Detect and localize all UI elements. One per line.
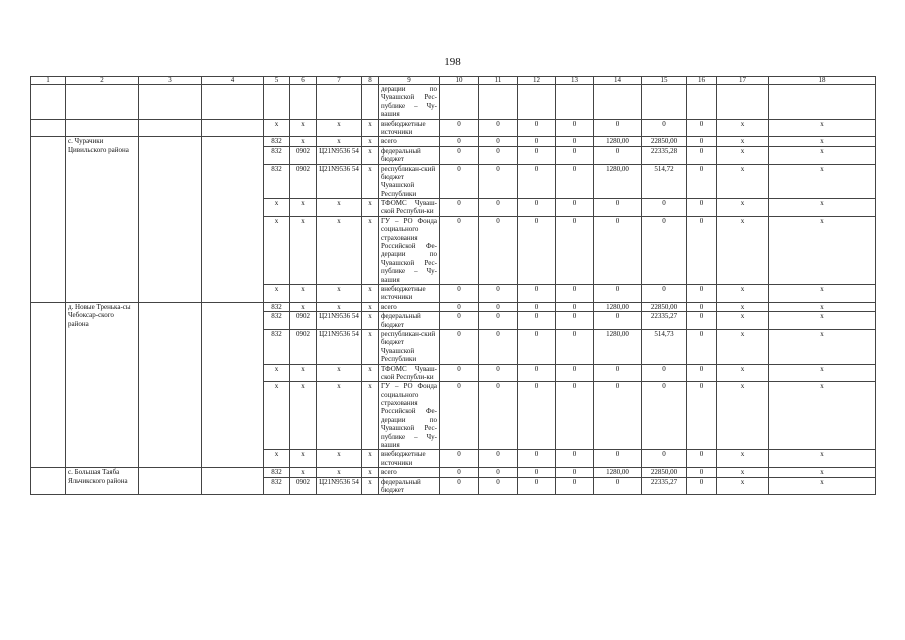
table-cell: 0 <box>687 468 717 477</box>
table-cell: x <box>264 450 290 468</box>
funding-source: всего <box>379 137 440 146</box>
table-cell: 0 <box>440 146 479 164</box>
column-number-9: 9 <box>379 77 440 85</box>
table-cell: 0 <box>687 216 717 284</box>
table-cell: x <box>717 146 769 164</box>
table-cell: Ц21N9536 54 <box>317 477 362 495</box>
table-cell: 0 <box>556 119 594 137</box>
table-cell: 22850,00 <box>642 137 687 146</box>
table-cell: x <box>717 302 769 311</box>
locality-name: с. Большая Таяба Яльчикского района <box>66 468 139 495</box>
table-cell: 0 <box>687 364 717 382</box>
table-cell <box>769 85 876 120</box>
table-cell: 0 <box>518 137 556 146</box>
table-cell: 22335,27 <box>642 312 687 330</box>
column-number-5: 5 <box>264 77 290 85</box>
table-cell: 0902 <box>290 312 317 330</box>
table-row <box>31 119 876 137</box>
column-number-8: 8 <box>362 77 379 85</box>
table-cell: x <box>717 477 769 495</box>
table-cell: 0 <box>440 284 479 302</box>
column-number-18: 18 <box>769 77 876 85</box>
table-row <box>31 468 876 477</box>
table-cell: 0 <box>556 382 594 450</box>
table-cell: x <box>362 329 379 364</box>
table-cell: 0 <box>479 382 518 450</box>
table-cell: x <box>362 137 379 146</box>
table-cell: x <box>362 468 379 477</box>
table-cell <box>202 119 264 137</box>
table-cell: 832 <box>264 146 290 164</box>
budget-table <box>30 76 876 495</box>
funding-source: федеральный бюджет <box>379 146 440 164</box>
table-cell: 514,72 <box>642 164 687 199</box>
table-row <box>31 137 876 146</box>
table-cell: 0 <box>556 329 594 364</box>
table-cell: x <box>769 477 876 495</box>
table-cell: x <box>317 382 362 450</box>
table-cell: 0 <box>642 199 687 217</box>
table-cell: 514,73 <box>642 329 687 364</box>
table-cell: x <box>769 329 876 364</box>
table-cell: x <box>264 216 290 284</box>
column-number-14: 14 <box>594 77 642 85</box>
table-cell: x <box>362 477 379 495</box>
table-cell: x <box>717 199 769 217</box>
table-cell: 0 <box>594 382 642 450</box>
table-cell: 0 <box>687 382 717 450</box>
table-cell: x <box>362 364 379 382</box>
table-cell: 0 <box>479 468 518 477</box>
table-cell: x <box>264 382 290 450</box>
table-cell: 0 <box>642 284 687 302</box>
table-cell: 0 <box>440 216 479 284</box>
table-cell: x <box>769 137 876 146</box>
table-cell: 0 <box>440 302 479 311</box>
table-cell: x <box>362 119 379 137</box>
table-cell <box>139 137 202 302</box>
table-cell: 832 <box>264 477 290 495</box>
table-cell: x <box>317 284 362 302</box>
table-cell: x <box>264 119 290 137</box>
table-cell <box>687 85 717 120</box>
funding-source: всего <box>379 468 440 477</box>
table-cell: 0 <box>594 199 642 217</box>
table-cell: 832 <box>264 164 290 199</box>
table-cell: 0 <box>479 312 518 330</box>
table-cell: x <box>362 216 379 284</box>
table-cell <box>264 85 290 120</box>
table-cell: 0 <box>556 364 594 382</box>
table-cell: 0 <box>687 137 717 146</box>
table-cell: x <box>264 284 290 302</box>
table-cell: 0 <box>556 146 594 164</box>
table-cell: x <box>317 468 362 477</box>
table-cell: 22850,00 <box>642 302 687 311</box>
table-cell: 0 <box>479 364 518 382</box>
table-cell <box>440 85 479 120</box>
table-cell: x <box>769 312 876 330</box>
funding-source: федеральный бюджет <box>379 477 440 495</box>
table-cell: 832 <box>264 302 290 311</box>
table-cell: 0 <box>594 312 642 330</box>
column-number-13: 13 <box>556 77 594 85</box>
table-cell: 0 <box>479 164 518 199</box>
table-cell: 0 <box>479 119 518 137</box>
table-cell <box>642 85 687 120</box>
table-cell <box>717 85 769 120</box>
table-cell: 1280,00 <box>594 329 642 364</box>
table-cell: 0 <box>440 450 479 468</box>
table-cell: 0 <box>518 302 556 311</box>
funding-source: ТФОМС Чуваш-ской Республи-ки <box>379 364 440 382</box>
table-cell: 0 <box>479 477 518 495</box>
table-cell: x <box>362 450 379 468</box>
table-cell: x <box>769 468 876 477</box>
table-cell: 0 <box>556 302 594 311</box>
table-cell <box>31 468 66 495</box>
table-cell: 0 <box>556 216 594 284</box>
table-cell: 0902 <box>290 329 317 364</box>
table-cell: x <box>290 284 317 302</box>
table-cell <box>139 119 202 137</box>
table-cell: 0 <box>594 477 642 495</box>
table-cell: 0 <box>556 468 594 477</box>
table-cell: 1280,00 <box>594 468 642 477</box>
table-cell: 0 <box>479 302 518 311</box>
table-cell: 0 <box>518 477 556 495</box>
table-cell: 0 <box>518 382 556 450</box>
table-cell: x <box>362 302 379 311</box>
table-cell: x <box>317 119 362 137</box>
table-cell: x <box>769 119 876 137</box>
table-cell <box>31 137 66 302</box>
table-cell: 0902 <box>290 477 317 495</box>
table-cell <box>362 85 379 120</box>
column-number-6: 6 <box>290 77 317 85</box>
table-cell: 1280,00 <box>594 137 642 146</box>
table-cell: x <box>290 199 317 217</box>
table-cell <box>317 85 362 120</box>
table-cell: 0 <box>556 137 594 146</box>
table-cell: x <box>317 216 362 284</box>
table-cell: 0 <box>687 164 717 199</box>
table-cell: 0 <box>594 450 642 468</box>
table-cell: 832 <box>264 468 290 477</box>
table-cell: 0 <box>687 450 717 468</box>
table-cell: 1280,00 <box>594 164 642 199</box>
table-cell: x <box>264 364 290 382</box>
table-cell: 0 <box>687 329 717 364</box>
column-number-11: 11 <box>479 77 518 85</box>
column-number-12: 12 <box>518 77 556 85</box>
table-cell: 0 <box>479 137 518 146</box>
table-cell: 0 <box>594 119 642 137</box>
funding-source: ГУ – РО Фонда социального страхования Российской Фе-дерации по Чувашской Рес-публике – Чу-вашия <box>379 382 440 450</box>
table-cell: x <box>317 199 362 217</box>
table-cell: 22850,00 <box>642 468 687 477</box>
table-cell: x <box>717 364 769 382</box>
funding-source: республикан-ский бюджет Чувашской Республики <box>379 164 440 199</box>
table-cell: 0 <box>518 468 556 477</box>
funding-source: ТФОМС Чуваш-ской Республи-ки <box>379 199 440 217</box>
table-cell <box>31 85 66 120</box>
table-cell: 0 <box>479 450 518 468</box>
table-cell: x <box>717 312 769 330</box>
table-cell: 0 <box>518 312 556 330</box>
table-cell: x <box>290 468 317 477</box>
table-cell: 0 <box>440 119 479 137</box>
table-cell <box>202 468 264 495</box>
table-cell: x <box>290 302 317 311</box>
funding-source: республикан-ский бюджет Чувашской Республики <box>379 329 440 364</box>
column-number-15: 15 <box>642 77 687 85</box>
table-cell <box>556 85 594 120</box>
funding-source: федеральный бюджет <box>379 312 440 330</box>
table-cell: 0 <box>479 284 518 302</box>
table-row <box>31 302 876 311</box>
funding-source: внебюджетные источники <box>379 284 440 302</box>
table-cell: 0 <box>687 302 717 311</box>
table-cell <box>518 85 556 120</box>
table-cell: Ц21N9536 54 <box>317 164 362 199</box>
column-number-17: 17 <box>717 77 769 85</box>
table-cell: 0 <box>518 199 556 217</box>
table-cell <box>139 302 202 467</box>
table-cell: Ц21N9536 54 <box>317 312 362 330</box>
table-cell: x <box>769 284 876 302</box>
table-cell: 0 <box>518 146 556 164</box>
table-cell: x <box>717 382 769 450</box>
column-number-2: 2 <box>66 77 139 85</box>
table-cell: 22335,28 <box>642 146 687 164</box>
table-cell: x <box>769 199 876 217</box>
table-cell: 832 <box>264 137 290 146</box>
table-cell: 0 <box>479 146 518 164</box>
table-cell: x <box>362 164 379 199</box>
table-cell: x <box>717 119 769 137</box>
table-cell: x <box>769 146 876 164</box>
table-cell: x <box>290 137 317 146</box>
funding-source: всего <box>379 302 440 311</box>
table-cell: дерации по Чувашской Рес-публике – Чу-вашия <box>379 85 440 120</box>
table-cell: x <box>717 137 769 146</box>
table-cell: 0 <box>556 312 594 330</box>
table-cell: x <box>317 137 362 146</box>
table-cell: 0 <box>556 284 594 302</box>
table-cell: x <box>290 119 317 137</box>
column-number-16: 16 <box>687 77 717 85</box>
table-cell: x <box>317 302 362 311</box>
table-cell: 0 <box>518 284 556 302</box>
table-cell: 0 <box>687 312 717 330</box>
table-cell: Ц21N9536 54 <box>317 146 362 164</box>
table-cell: Ц21N9536 54 <box>317 329 362 364</box>
table-cell <box>202 302 264 467</box>
table-cell: 0 <box>594 364 642 382</box>
table-cell: внебюджетные источники <box>379 119 440 137</box>
table-cell: x <box>317 364 362 382</box>
table-cell: 0 <box>556 164 594 199</box>
table-cell: x <box>717 216 769 284</box>
table-cell <box>139 468 202 495</box>
table-cell <box>202 137 264 302</box>
table-cell: 0 <box>440 164 479 199</box>
column-number-7: 7 <box>317 77 362 85</box>
table-cell: x <box>769 216 876 284</box>
table-cell: 832 <box>264 329 290 364</box>
table-cell: 0 <box>642 119 687 137</box>
table-cell <box>139 85 202 120</box>
table-cell: 0902 <box>290 164 317 199</box>
table-cell: x <box>769 302 876 311</box>
table-cell: 0 <box>518 119 556 137</box>
table-cell <box>202 85 264 120</box>
table-cell: 0 <box>440 312 479 330</box>
table-cell: x <box>290 450 317 468</box>
page-number: 198 <box>444 56 461 68</box>
table-cell: 0 <box>642 450 687 468</box>
table-cell: x <box>362 146 379 164</box>
table-cell: x <box>362 382 379 450</box>
table-cell: 0 <box>556 199 594 217</box>
funding-source: внебюджетные источники <box>379 450 440 468</box>
column-number-3: 3 <box>139 77 202 85</box>
table-cell: x <box>717 329 769 364</box>
table-cell: x <box>769 382 876 450</box>
table-cell: 0 <box>594 146 642 164</box>
column-number-10: 10 <box>440 77 479 85</box>
table-cell: x <box>290 364 317 382</box>
table-cell: x <box>264 199 290 217</box>
table-cell: x <box>362 199 379 217</box>
table-cell <box>31 119 66 137</box>
locality-name: с. Чурачики Цивильского района <box>66 137 139 302</box>
locality-name: д. Новые Тренька-сы Чебоксар-ского района <box>66 302 139 467</box>
table-cell: 0 <box>556 477 594 495</box>
table-cell: 0 <box>687 477 717 495</box>
table-cell: 0 <box>518 164 556 199</box>
table-cell: 832 <box>264 312 290 330</box>
table-cell: 0 <box>518 450 556 468</box>
funding-source: ГУ – РО Фонда социального страхования Российской Фе-дерации по Чувашской Рес-публике – Чу-вашия <box>379 216 440 284</box>
table-cell: x <box>717 450 769 468</box>
column-number-row <box>31 77 876 85</box>
table-cell: 0902 <box>290 146 317 164</box>
column-number-1: 1 <box>31 77 66 85</box>
table-cell: 0 <box>642 364 687 382</box>
table-cell: 0 <box>642 382 687 450</box>
table-cell: 0 <box>642 216 687 284</box>
table-cell: 0 <box>440 329 479 364</box>
table-cell: 0 <box>479 216 518 284</box>
table-cell <box>479 85 518 120</box>
table-cell: 0 <box>518 216 556 284</box>
table-row <box>31 85 876 120</box>
table-cell: 0 <box>687 146 717 164</box>
table-cell: 0 <box>594 284 642 302</box>
table-cell: x <box>769 364 876 382</box>
table-cell: 0 <box>687 119 717 137</box>
table-cell: 0 <box>687 284 717 302</box>
table-cell: x <box>362 284 379 302</box>
table-cell: 0 <box>440 382 479 450</box>
table-cell: x <box>317 450 362 468</box>
table-cell: 0 <box>479 199 518 217</box>
table-cell: x <box>290 216 317 284</box>
column-number-4: 4 <box>202 77 264 85</box>
table-cell <box>31 302 66 467</box>
table-cell: 0 <box>556 450 594 468</box>
table-cell: 0 <box>440 477 479 495</box>
table-cell: 0 <box>687 199 717 217</box>
table-cell: 22335,27 <box>642 477 687 495</box>
table-cell: 0 <box>440 468 479 477</box>
table-cell: 0 <box>518 364 556 382</box>
table-cell: 0 <box>594 216 642 284</box>
table-cell <box>594 85 642 120</box>
table-cell <box>66 85 139 120</box>
table-cell: x <box>362 312 379 330</box>
table-cell: 0 <box>479 329 518 364</box>
table-cell: 0 <box>440 199 479 217</box>
table-cell: x <box>290 382 317 450</box>
table-cell: x <box>769 450 876 468</box>
table-cell: 0 <box>440 364 479 382</box>
table-cell: 1280,00 <box>594 302 642 311</box>
table-cell <box>290 85 317 120</box>
table-cell: 0 <box>440 137 479 146</box>
table-cell: x <box>769 164 876 199</box>
table-cell: 0 <box>518 329 556 364</box>
table-cell: x <box>717 284 769 302</box>
table-cell: x <box>717 164 769 199</box>
table-cell <box>66 119 139 137</box>
table-cell: x <box>717 468 769 477</box>
